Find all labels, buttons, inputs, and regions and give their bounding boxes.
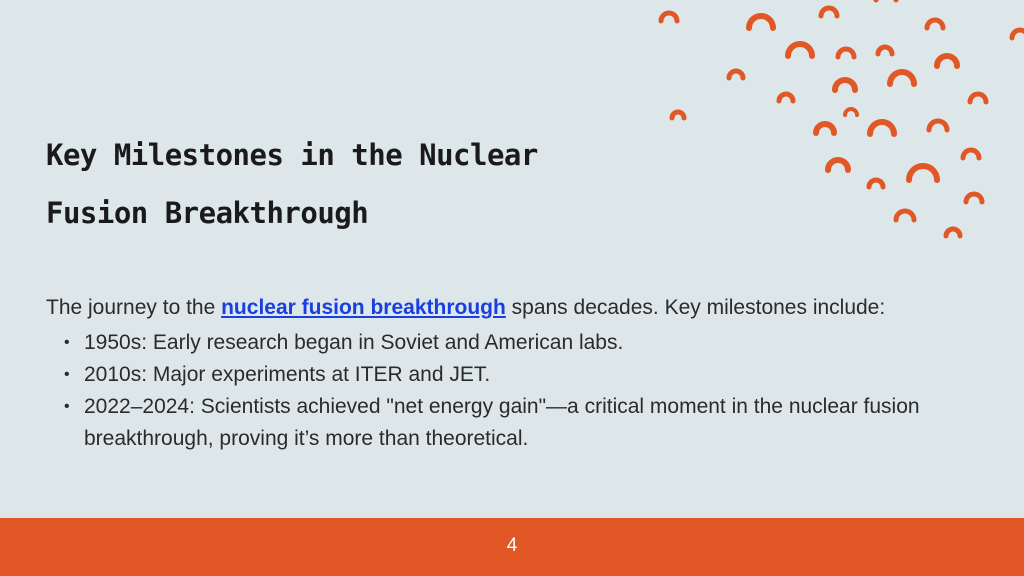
arc-shape: [870, 122, 894, 134]
arc-shape: [828, 160, 848, 170]
slide-title: [46, 126, 646, 242]
milestone-list: [46, 327, 991, 455]
decorative-arcs-icon: [640, 0, 1024, 260]
arc-shape: [946, 229, 960, 236]
intro-text-before: The journey to the: [46, 296, 222, 319]
arc-shape: [909, 166, 937, 180]
arc-shape: [788, 44, 812, 56]
arc-shape: [896, 211, 914, 220]
arc-shape: [821, 8, 837, 16]
arc-shape: [1012, 30, 1024, 38]
title-line-2: Fusion Breakthrough: [46, 196, 369, 230]
page-number: 4: [506, 535, 518, 556]
arc-shape: [672, 112, 684, 118]
arc-shape: [966, 194, 982, 202]
list-item: [46, 327, 991, 359]
arc-shape: [816, 124, 834, 133]
title-line-1: Key Milestones in the Nuclear: [46, 138, 538, 172]
arc-shape: [929, 121, 947, 130]
list-item: [46, 391, 991, 455]
arc-shape: [927, 20, 943, 28]
milestone-text: 2010s: Major experiments at ITER and JET.: [84, 363, 491, 386]
fusion-breakthrough-link[interactable]: nuclear fusion breakthrough: [221, 296, 506, 319]
milestone-text: 1950s: Early research began in Soviet and American labs.: [84, 331, 624, 354]
arc-shape: [838, 49, 854, 57]
bullet-icon: •: [64, 334, 70, 351]
arc-shape: [729, 71, 743, 78]
arc-shape: [963, 150, 979, 158]
arc-shape: [869, 180, 883, 187]
intro-text-after: spans decades. Key milestones include:: [505, 296, 886, 319]
arc-shape: [890, 72, 914, 84]
arc-shape: [779, 94, 793, 101]
arc-shape: [835, 80, 855, 90]
milestone-text: 2022–2024: Scientists achieved "net energy gain"—a critical moment in the nuclear fusion breakthrough, proving it’s more than theoretical.: [84, 395, 920, 450]
footer-bar: [0, 518, 1024, 576]
list-item: [46, 359, 991, 391]
arc-shape: [970, 94, 986, 102]
bullet-icon: •: [64, 366, 70, 383]
arc-shape: [749, 16, 773, 28]
slide-body: [46, 292, 991, 455]
bullet-icon: •: [64, 398, 70, 415]
arc-shape: [878, 47, 892, 54]
arc-shape: [661, 13, 677, 21]
arc-shape: [937, 56, 957, 66]
intro-paragraph: [46, 292, 991, 323]
arc-shape: [845, 109, 857, 115]
